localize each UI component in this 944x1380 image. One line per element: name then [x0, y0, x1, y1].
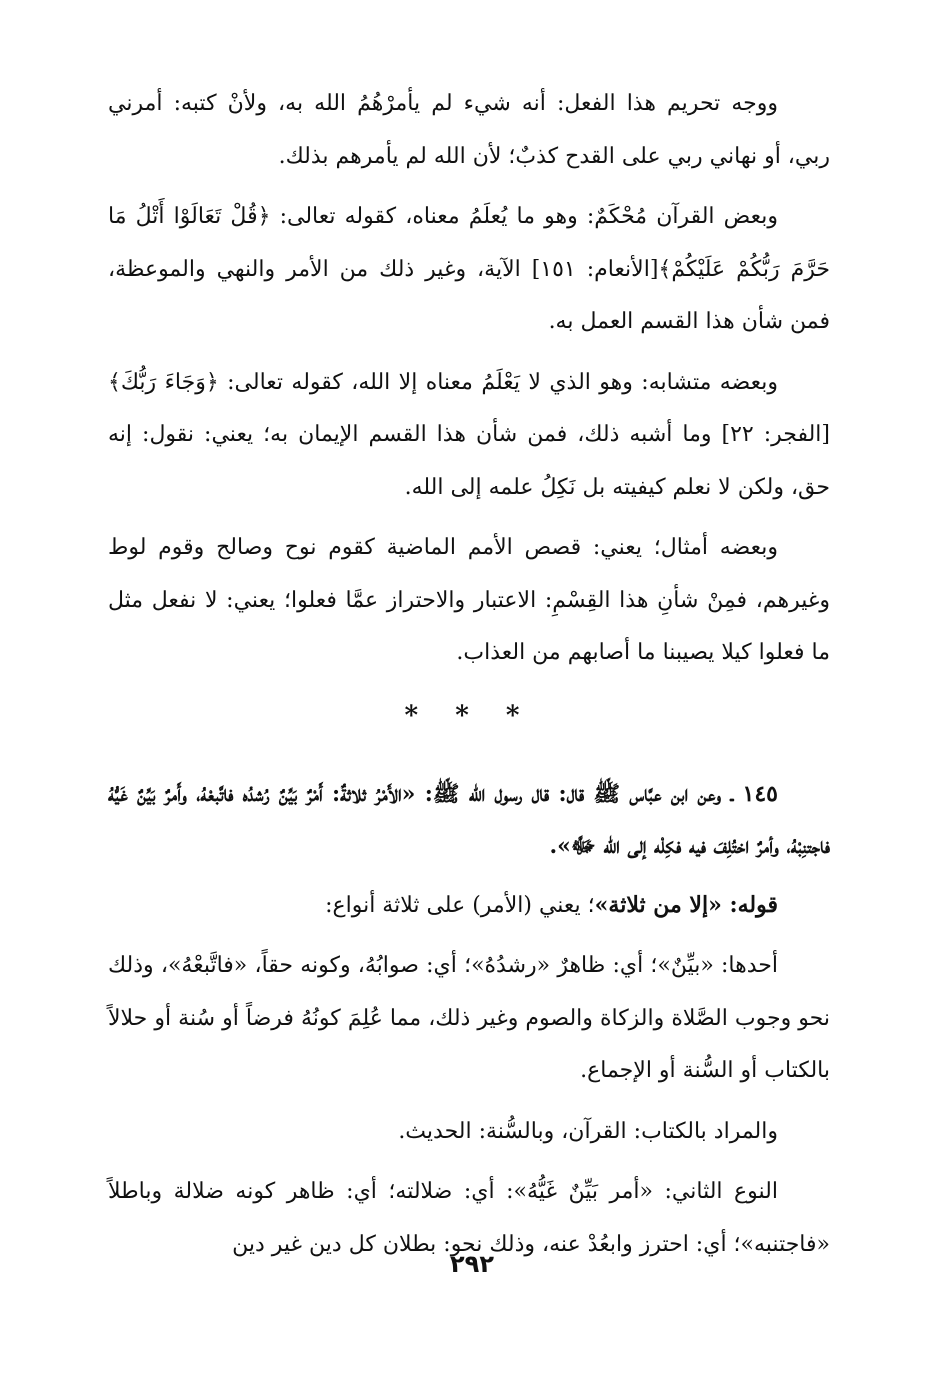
commentary-qawluhu [108, 879, 830, 933]
commentary-qawluhu-text: ؛ يعني (الأمر) على ثلاثة أنواع: [325, 892, 595, 918]
commentary-first-type: أحدها: «بيِّنٌ»؛ أي: ظاهرٌ «رشدُهُ»؛ أي: صوابُهُ، وكونه حقاً، «فاتَّبعْهُ»، وذلك نحو وجوب الصَّلاة والزكاة والصوم وغير ذلك، مما عُلِمَ كونُهُ فرضاً أو سُنة أو حلالاً بالكتاب أو السُّنة أو الإجماع. [108, 953, 830, 1083]
section-separator: * * * [404, 700, 534, 731]
page-number: ٢٩٢ [450, 1250, 494, 1278]
paragraph-mutashabih: وبعضه متشابه: وهو الذي لا يَعْلَمُ معناه إلا الله، كقوله تعالى: ﴿وَجَاءَ رَبُّكَ﴾[الفجر: ٢٢] وما أشبه ذلك، فمن شأن هذا القسم الإيمان به؛ يعني: نقول: إنه حق، ولكن لا نعلم كيفيته بل نَكِلُ علمه إلى الله. [108, 369, 831, 500]
paragraph-prohibition: ووجه تحريم هذا الفعل: أنه شيء لم يأمرْهُمُ الله به، ولأنْ كتبه: أمرني ربي، أو نهاني ربي على القدح كذبٌ؛ لأن الله لم يأمرهم بذلك. [108, 91, 830, 169]
commentary-meaning: والمراد بالكتاب: القرآن، وبالسُّنة: الحديث. [398, 1118, 778, 1144]
paragraph-muhkam: وبعض القرآن مُحْكَمٌ: وهو ما يُعلَمُ معناه، كقوله تعالى: ﴿قُلْ تَعَالَوْا أَتْلُ مَا حَرَّمَ رَبُّكُمْ عَلَيْكُمْ﴾[الأنعام: ١٥١] الآية، وغير ذلك من الأمر والنهي والموعظة، فمن شأن هذا القسم العمل به. [108, 204, 830, 334]
page-body [108, 78, 830, 1279]
commentary-second-type: النوع الثاني: «أمر بَيِّنٌ غَيُّهُ»: أي: ضلالته؛ أي: ظاهر كونه ضلالة وباطلاً «فاجتنبه»؛ أي: احترز وابعُدْ عنه، وذلك نحو: بطلان كل دين غير دين [108, 1179, 830, 1257]
paragraph-amthal: وبعضه أمثال؛ يعني: قصص الأمم الماضية كقوم نوح وصالح وقوم لوط وغيرهم، فمِنْ شأنِ هذا القِسْمِ: الاعتبار والاحتراز عمَّا فعلوا؛ يعني: لا نفعل مثل ما فعلوا كيلا يصيبنا ما أصابهم من العذاب. [108, 535, 830, 665]
hadith-145: ١٤٥ ـ وعن ابن عبَّاس ﷺ قال: قال رسول الله ﷺ: «الأَمْرُ ثلاثةٌ: أَمْرٌ بَيِّنٌ رُشدُه فاتَّبعْهُ، وأَمرٌ بَيِّنٌ غَيُّهُ فاجتنِبْهُ، وأمرٌ اختُلِفَ فيه فكِلْه إلى الله ﷻ». [108, 780, 830, 859]
commentary-qawluhu-label: قوله: «إلا من ثلاثة» [594, 891, 778, 918]
